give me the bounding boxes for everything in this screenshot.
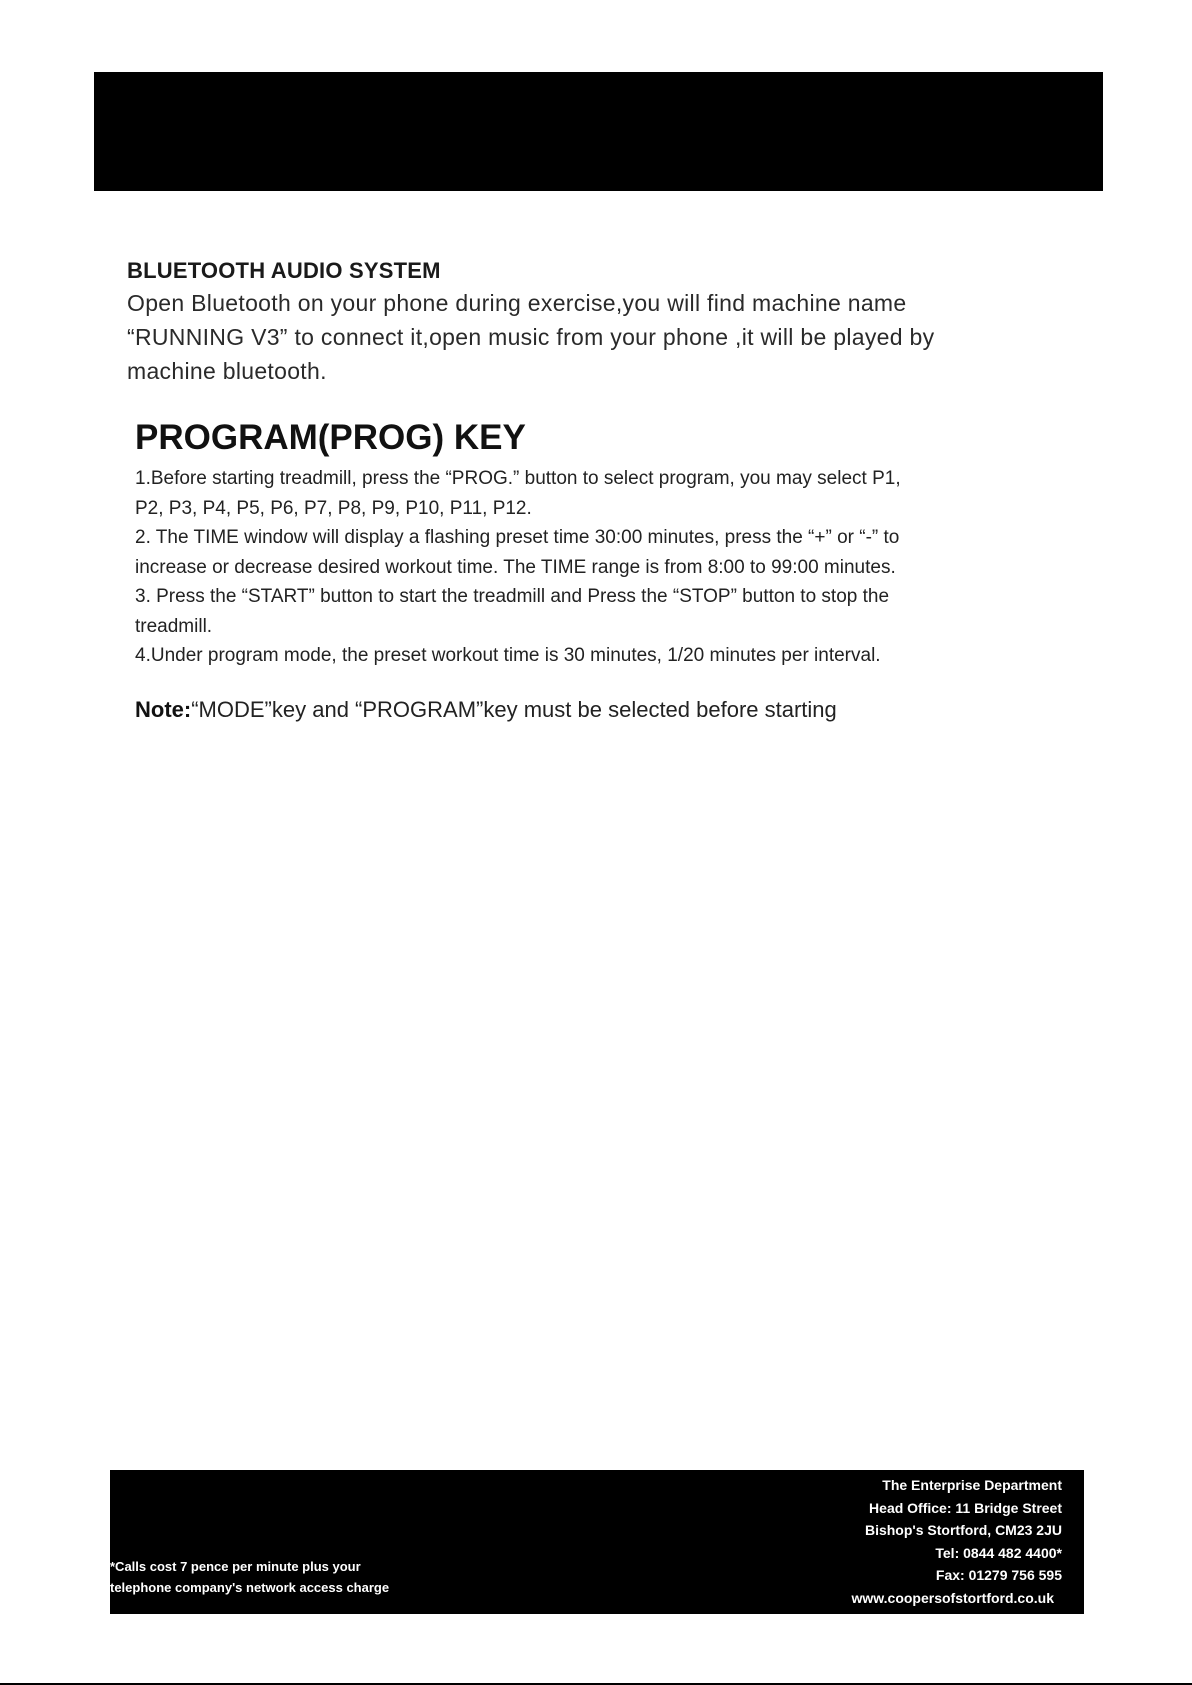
- note-label: Note:: [135, 696, 192, 722]
- program-note: [135, 695, 1070, 725]
- town-postcode: Bishop's Stortford, CM23 2JU: [864, 1522, 1062, 1538]
- calls-cost-line: telephone company's network access charge: [110, 1580, 390, 1595]
- telephone-number: Tel: 0844 482 4400*: [935, 1544, 1062, 1561]
- program-key-section: [135, 418, 1070, 725]
- calls-cost-line: *Calls cost 7 pence per minute plus your: [110, 1559, 361, 1574]
- program-step-line: 4.Under program mode, the preset workout time is 30 minutes, 1/20 minutes per interval.: [135, 645, 881, 666]
- program-step-line: 2. The TIME window will display a flashing preset time 30:00 minutes, press the “+” or “-” to: [135, 527, 900, 548]
- program-step-line: increase or decrease desired workout time. The TIME range is from 8:00 to 99:00 minutes.: [135, 556, 896, 578]
- program-key-heading: PROGRAM(PROG) KEY: [135, 418, 526, 457]
- program-steps-list: [135, 464, 1070, 671]
- website-link[interactable]: www.coopersofstortford.co.uk: [851, 1589, 1054, 1606]
- head-office-address: Head Office: 11 Bridge Street: [869, 1499, 1062, 1516]
- fax-number: Fax: 01279 756 595: [935, 1567, 1062, 1583]
- note-text: “MODE”key and “PROGRAM”key must be selected before starting: [191, 696, 837, 722]
- bluetooth-heading: BLUETOOTH AUDIO SYSTEM: [127, 258, 441, 283]
- footer-banner: [110, 1470, 1084, 1614]
- calls-cost-disclaimer: [110, 1556, 389, 1598]
- bluetooth-line: machine bluetooth.: [127, 358, 327, 384]
- bluetooth-line: Open Bluetooth on your phone during exercise,you will find machine name: [127, 290, 907, 316]
- program-step-line: 1.Before starting treadmill, press the “PROG.” button to select program, you may select P1,: [135, 468, 901, 489]
- program-step-line: P2, P3, P4, P5, P6, P7, P8, P9, P10, P11, P12.: [135, 497, 532, 519]
- bluetooth-section: [127, 256, 1087, 388]
- program-step-line: treadmill.: [135, 615, 213, 637]
- header-banner: [94, 72, 1103, 191]
- company-contact-block: [852, 1474, 1063, 1609]
- department-name: The Enterprise Department: [882, 1477, 1062, 1493]
- program-step-line: 3. Press the “START” button to start the treadmill and Press the “STOP” button to stop the: [135, 586, 890, 607]
- bluetooth-line: “RUNNING V3” to connect it,open music from your phone ,it will be played by: [127, 324, 935, 350]
- bluetooth-paragraph: [127, 286, 1087, 388]
